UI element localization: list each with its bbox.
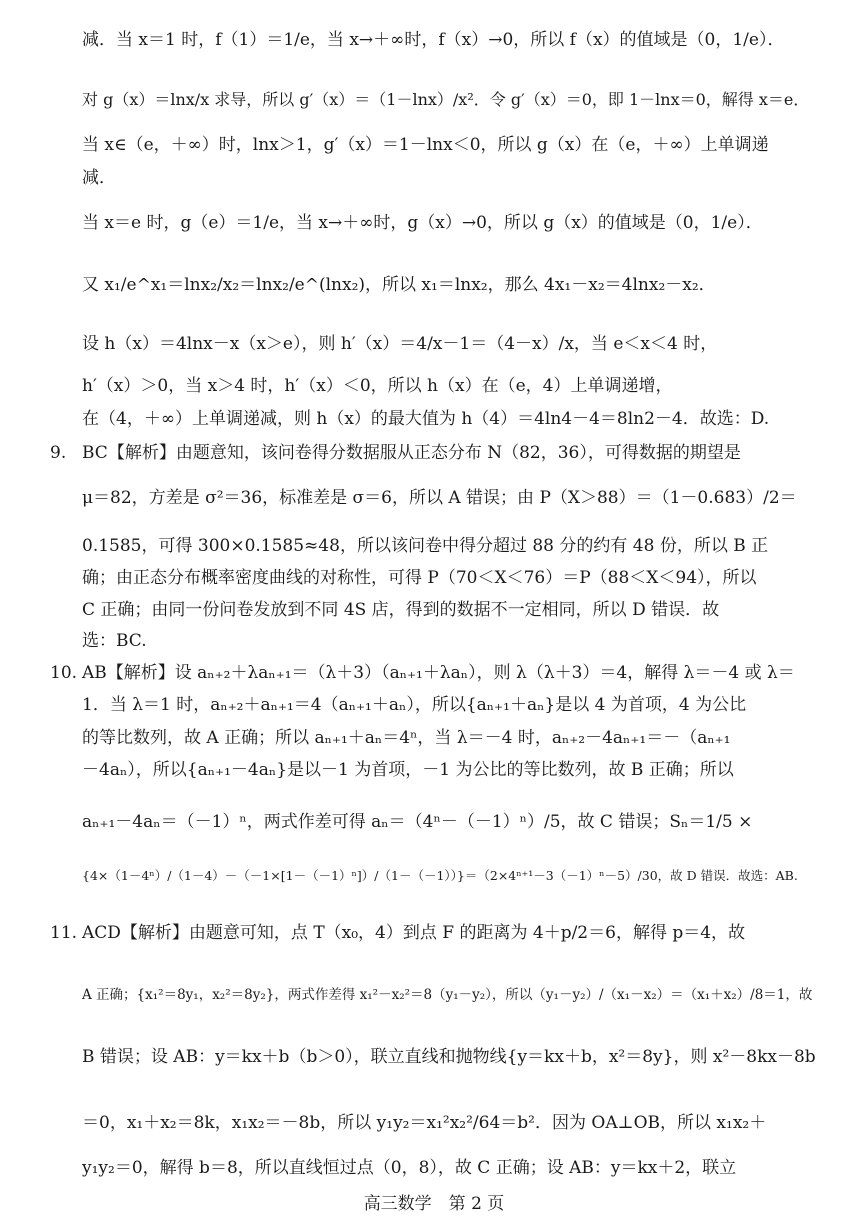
text-line: AB【解析】设 aₙ₊₂＋λaₙ₊₁＝（λ＋3）（aₙ₊₁＋λaₙ），则 λ（λ＋3）＝4，解得 λ＝－4 或 λ＝ (82, 663, 795, 683)
question-number: 11. (50, 923, 78, 943)
text-line: 确；由正态分布概率密度曲线的对称性，可得 P（70＜X＜76）＝P（88＜X＜94），所以 (82, 568, 757, 588)
text-line: 减． (82, 168, 116, 188)
text-line: μ＝82，方差是 σ²＝36，标准差是 σ＝6，所以 A 错误；由 P（X＞88）＝（1－0.683）/2＝ (82, 488, 797, 508)
question-number: 9. (50, 443, 67, 463)
text-line: －4aₙ），所以{aₙ₊₁－4aₙ}是以－1 为首项，－1 为公比的等比数列，故 B 正确；所以 (82, 760, 734, 780)
text-line: 0.1585，可得 300×0.1585≈48，所以该问卷中得分超过 88 分的约有 48 份，所以 B 正 (82, 536, 769, 556)
text-line: 对 g（x）＝lnx/x 求导，所以 g′（x）＝（1－lnx）/x²．令 g′（x）＝0，即 1－lnx＝0，解得 x＝e． (82, 90, 810, 109)
text-line: 又 x₁/e^x₁＝lnx₂/x₂＝lnx₂/e^(lnx₂)，所以 x₁＝lnx₂，那么 4x₁－x₂＝4lnx₂－x₂． (82, 275, 716, 295)
text-line: 1．当 λ＝1 时，aₙ₊₂＋aₙ₊₁＝4（aₙ₊₁＋aₙ），所以{aₙ₊₁＋aₙ}是以 4 为首项，4 为公比 (82, 695, 747, 715)
text-line: 在（4，＋∞）上单调递减，则 h（x）的最大值为 h（4）＝4ln4－4＝8ln2－4．故选：D. (82, 409, 770, 429)
text-line: 减．当 x＝1 时，f（1）＝1/e，当 x→＋∞时，f（x）→0，所以 f（x）的值域是（0，1/e）． (82, 30, 785, 50)
text-line: 当 x＝e 时，g（e）＝1/e，当 x→＋∞时，g（x）→0，所以 g（x）的值域是（0，1/e）． (82, 213, 763, 233)
text-line: ACD【解析】由题意可知，点 T（x₀，4）到点 F 的距离为 4＋p/2＝6，解得 p＝4，故 (82, 923, 746, 943)
text-line: 当 x∈（e，＋∞）时，lnx＞1，g′（x）＝1－lnx＜0，所以 g（x）在（e，＋∞）上单调递 (82, 135, 769, 155)
text-line: y₁y₂＝0，解得 b＝8，所以直线恒过点（0，8），故 C 正确；设 AB：y＝kx＋2，联立 (82, 1158, 737, 1178)
text-line: h′（x）＞0，当 x＞4 时，h′（x）＜0，所以 h（x）在（e，4）上单调递增， (82, 376, 673, 396)
text-line: aₙ₊₁－4aₙ＝（－1）ⁿ，两式作差可得 aₙ＝（4ⁿ－（－1）ⁿ）/5，故 C 错误；Sₙ＝1/5 × (82, 812, 753, 832)
text-line: C 正确；由同一份问卷发放到不同 4S 店，得到的数据不一定相同，所以 D 错误．故 (82, 600, 720, 620)
text-line: BC【解析】由题意知，该问卷得分数据服从正态分布 N（82，36），可得数据的期望是 (82, 443, 741, 463)
text-line: B 错误；设 AB：y＝kx＋b（b＞0），联立直线和抛物线{y＝kx＋b，x²＝8y}，则 x²－8kx－8b (82, 1047, 816, 1067)
text-line: A 正确；{x₁²＝8y₁，x₂²＝8y₂}，两式作差得 x₁²－x₂²＝8（y₁－y₂），所以（y₁－y₂）/（x₁－x₂）＝（x₁＋x₂）/8＝1，故 (82, 987, 813, 1003)
text-line: {4×（1－4ⁿ）/（1－4）－（－1×[1－（－1）ⁿ]）/（1－（－1））}＝（2×4ⁿ⁺¹－3（－1）ⁿ－5）/30，故 D 错误．故选：AB. (82, 868, 798, 883)
text-line: 选：BC. (82, 631, 147, 651)
text-line: 的等比数列，故 A 正确；所以 aₙ₊₁＋aₙ＝4ⁿ，当 λ＝－4 时，aₙ₊₂－4aₙ₊₁＝－（aₙ₊₁ (82, 728, 731, 748)
page-footer: 高三数学 第 2 页 (363, 1194, 505, 1214)
text-line: ＝0，x₁＋x₂＝8k，x₁x₂＝－8b，所以 y₁y₂＝x₁²x₂²/64＝b²．因为 OA⊥OB，所以 x₁x₂＋ (82, 1113, 767, 1133)
question-number: 10. (50, 663, 78, 683)
text-line: 设 h（x）＝4lnx－x（x＞e），则 h′（x）＝4/x－1＝（4－x）/x，当 e＜x＜4 时， (82, 334, 718, 354)
